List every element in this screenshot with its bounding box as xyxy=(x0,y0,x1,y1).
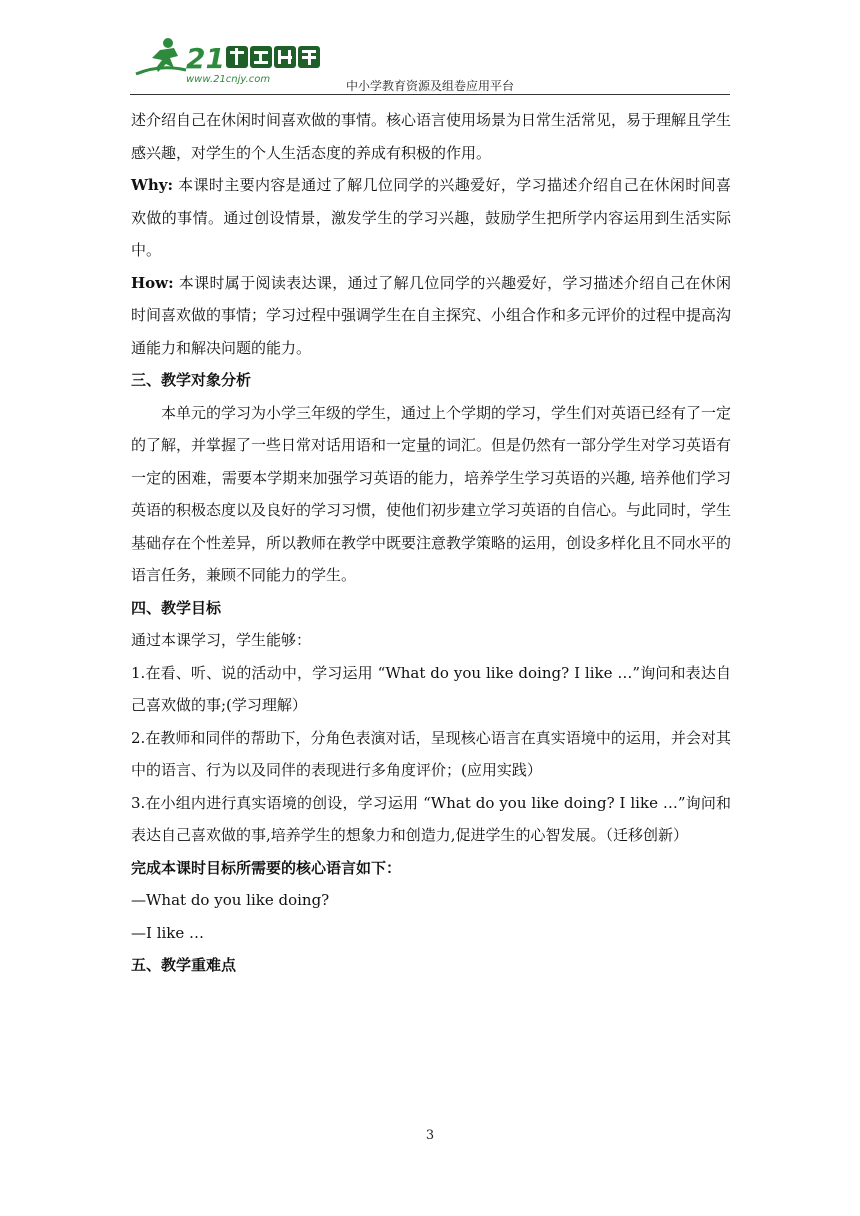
goals-intro: 通过本课学习，学生能够： xyxy=(131,631,312,649)
section-heading-5: 五、教学重难点 xyxy=(131,956,237,974)
svg-text:21: 21 xyxy=(186,42,225,75)
paragraph-why xyxy=(131,169,731,267)
core-language-question: —What do you like doing? xyxy=(131,891,330,909)
page-number: 3 xyxy=(425,1128,435,1143)
goal-item-1: 1.在看、听、说的活动中，学习运用 “What do you like doing? I like …”询问和表达自己喜欢做的事;(学习理解） xyxy=(131,663,731,714)
how-label: How: xyxy=(131,273,174,292)
core-language-heading: 完成本课时目标所需要的核心语言如下： xyxy=(131,858,402,877)
section-heading-3: 三、教学对象分析 xyxy=(131,371,252,389)
goal-item-2: 2.在教师和同伴的帮助下，分角色表演对话，呈现核心语言在真实语境中的运用，并会对其中的语言、行为以及同伴的表现进行多角度评价；(应用实践） xyxy=(131,728,731,779)
how-text: 本课时属于阅读表达课，通过了解几位同学的兴趣爱好，学习描述介绍自己在休闲时间喜欢做的事情；学习过程中强调学生在自主探究、小组合作和多元评价的过程中提高沟通能力和解决问题的能力。 xyxy=(131,273,732,357)
paragraph-students: 本单元的学习为小学三年级的学生，通过上个学期的学习，学生们对英语已经有了一定的了解，并掌握了一些日常对话用语和一定量的词汇。但是仍然有一部分学生对学习英语有一定的困难，需要本学期来加强学习英语的能力，培养学生学习英语的兴趣, 培养他们学习英语的积极态度以及良好的学习习惯，使他们初步建立学习英语的自信心。与此同时，学生基础存在个性差异，所以教师在教学中既要注意教学策略的运用，创设多样化且不同水平的语言任务，兼顾不同能力的学生。 xyxy=(131,403,732,584)
section-heading-4: 四、教学目标 xyxy=(131,598,222,617)
page-header xyxy=(130,30,730,96)
core-language-answer: —I like … xyxy=(131,923,205,942)
goal-item-3: 3.在小组内进行真实语境的创设，学习运用 “What do you like doing? I like …”询问和表达自己喜欢做的事,培养学生的想象力和创造力,促进学生的心智发展。（迁移创新） xyxy=(131,793,731,844)
why-label: Why: xyxy=(131,176,174,194)
header-divider xyxy=(130,94,730,95)
header-subtitle: 中小学教育资源及组卷应用平台 xyxy=(345,79,514,93)
svg-text:www.21cnjy.com: www.21cnjy.com xyxy=(186,74,271,85)
paragraph-how xyxy=(131,267,731,365)
why-text: 本课时主要内容是通过了解几位同学的兴趣爱好，学习描述介绍自己在休闲时间喜欢做的事情。通过创设情景，激发学生的学习兴趣，鼓励学生把所学内容运用到生活实际中。 xyxy=(131,176,731,259)
document-body xyxy=(131,104,731,982)
paragraph-intro: 述介绍自己在休闲时间喜欢做的事情。核心语言使用场景为日常生活常见，易于理解且学生感兴趣，对学生的个人生活态度的养成有积极的作用。 xyxy=(131,111,732,162)
